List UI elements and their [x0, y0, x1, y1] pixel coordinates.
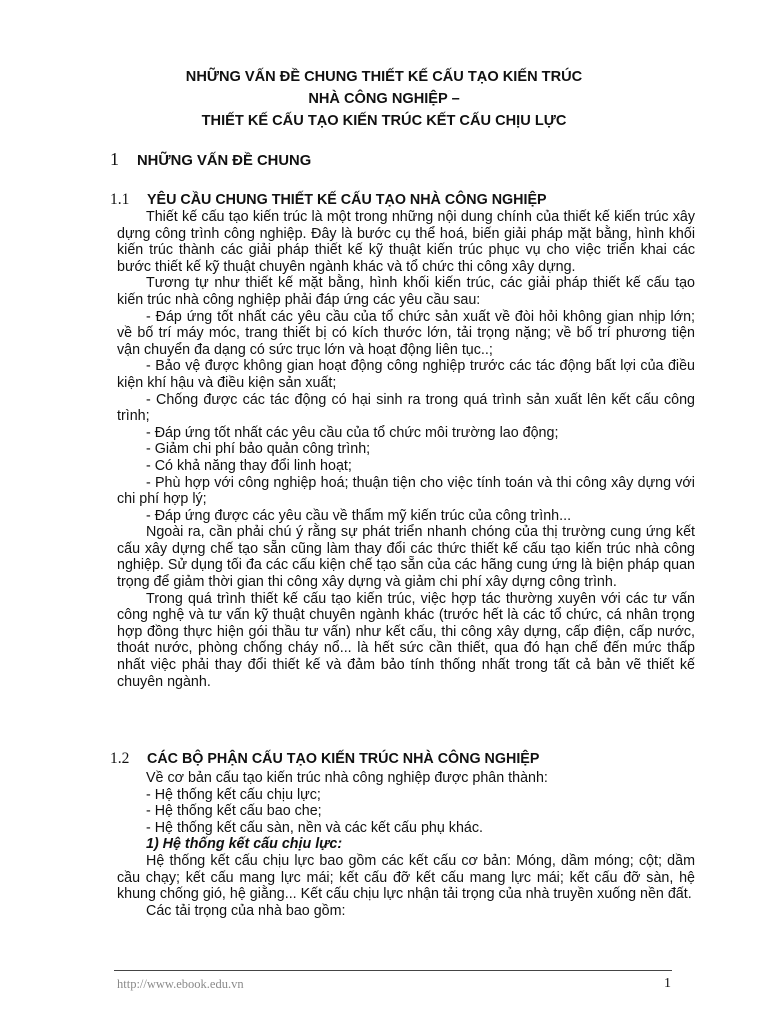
title-line-2: NHÀ CÔNG NGHIỆP –	[308, 91, 460, 107]
subheading: 1) Hệ thống kết cấu chịu lực:	[146, 836, 343, 853]
section-1-2-body	[117, 770, 695, 919]
page-number: 1	[664, 976, 671, 991]
footer-url: http://www.ebook.edu.vn	[117, 977, 244, 991]
paragraph: Tương tự như thiết kế mặt bằng, hình khối kiến trúc, các giải pháp thiết kế cấu tạo kiến trúc nhà công nghiệp phải đáp ứng các yêu cầu sau:	[117, 275, 695, 308]
section-1-2-heading	[110, 750, 539, 768]
title-line-1: NHỮNG VẤN ĐỀ CHUNG THIẾT KẾ CẤU TẠO KIẾN TRÚC	[185, 69, 583, 85]
section-title: YÊU CẦU CHUNG THIẾT KẾ CẤU TẠO NHÀ CÔNG NGHIỆP	[147, 192, 547, 208]
list-item: - Đáp ứng được các yêu cầu về thẩm mỹ kiến trúc của công trình...	[146, 507, 572, 524]
title-line-3: THIẾT KẾ CẤU TẠO KIẾN TRÚC KẾT CẤU CHỊU LỰC	[201, 113, 567, 129]
paragraph: Về cơ bản cấu tạo kiến trúc nhà công nghiệp được phân thành:	[146, 770, 548, 786]
list-item: - Có khả năng thay đổi linh hoạt;	[146, 457, 352, 474]
section-number: 1.1	[110, 191, 130, 208]
section-1-1-body	[117, 209, 695, 690]
document-title	[60, 66, 708, 132]
paragraph: Trong quá trình thiết kế cấu tạo kiến trúc, việc hợp tác thường xuyên với các tư vấn công nghệ và tư vấn kỹ thuật chuyên ngành khác (trước hết là các tổ chức, cá nhân trọng hợp đồng thực hiện gói thầu tư vấn) như kết cấu, thi công xây dựng, cấp điện, cấp nước, thoát nước, phòng chống cháy nổ... là hết sức cần thiết, qua đó hạn chế đến mức thấp nhất việc phải thay đổi thiết kế và đảm bảo tính thống nhất trong tất cả bản vẽ thiết kế chuyên ngành.	[117, 590, 695, 690]
list-item: - Hệ thống kết cấu bao che;	[146, 803, 322, 820]
paragraph: Thiết kế cấu tạo kiến trúc là một trong những nội dung chính của thiết kế kiến trúc xây dựng công trình công nghiệp. Đây là bước cụ thể hoá, biến giải pháp mặt bằng, hình khối kiến trúc thành các giải pháp thiết kế kỹ thuật kiến trúc phục vụ cho việc triển khai các bước thiết kế kỹ thuật chuyên ngành khác và tổ chức thi công xây dựng.	[117, 209, 695, 275]
list-item: - Giảm chi phí bảo quản công trình;	[146, 441, 371, 458]
section-number: 1	[110, 149, 119, 169]
list-item: - Bảo vệ được không gian hoạt động công nghiệp trước các tác động bất lợi của điều kiện khí hậu và điều kiện sản xuất;	[117, 358, 695, 391]
paragraph: Hệ thống kết cấu chịu lực bao gồm các kết cấu cơ bản: Móng, dầm móng; cột; dầm cầu chạy; kết cấu mang lực mái; kết cấu đỡ kết cấu mang lực mái; kết cấu đỡ sàn, hệ khung chống gió, hệ giằng... Kết cấu chịu lực nhận tải trọng của nhà truyền xuống nền đất.	[117, 852, 695, 903]
list-item: - Hệ thống kết cấu sàn, nền và các kết cấu phụ khác.	[146, 819, 483, 836]
list-item: - Chống được các tác động có hại sinh ra trong quá trình sản xuất lên kết cấu công trình;	[117, 391, 695, 425]
section-number: 1.2	[110, 750, 130, 767]
section-title: CÁC BỘ PHẬN CẤU TẠO KIẾN TRÚC NHÀ CÔNG NGHIỆP	[147, 751, 540, 767]
list-item: - Đáp ứng tốt nhất các yêu cầu của tổ chức môi trường lao động;	[146, 424, 559, 441]
list-item: - Đáp ứng tốt nhất các yêu cầu của tổ chức sản xuất về đòi hỏi không gian nhịp lớn; về bố trí máy móc, trang thiết bị có kích thước lớn, tải trọng nặng; về bố trí phương tiện vận chuyển đa dạng có sức trục lớn và hoạt động liên tục..;	[117, 308, 695, 358]
paragraph: Ngoài ra, cần phải chú ý rằng sự phát triển nhanh chóng của thị trường cung ứng kết cấu xây dựng chế tạo sẵn cũng làm thay đổi các thức thiết kế cấu tạo kiến trúc nhà công nghiệp. Sử dụng tối đa các cấu kiện chế tạo sẵn của các hãng cung ứng là biện pháp quan trọng để giảm thời gian thi công xây dựng và giảm chi phí xây dựng công trình.	[117, 524, 695, 591]
footer-divider	[114, 970, 672, 971]
list-item: - Phù hợp với công nghiệp hoá; thuận tiện cho việc tính toán và thi công xây dựng với chi phí hợp lý;	[117, 474, 695, 508]
list-item: - Hệ thống kết cấu chịu lực;	[146, 786, 321, 803]
section-title: NHỮNG VẤN ĐỀ CHUNG	[137, 153, 312, 169]
section-1-heading	[110, 149, 311, 170]
section-1-1-heading	[110, 191, 547, 209]
paragraph: Các tải trọng của nhà bao gồm:	[146, 902, 346, 919]
